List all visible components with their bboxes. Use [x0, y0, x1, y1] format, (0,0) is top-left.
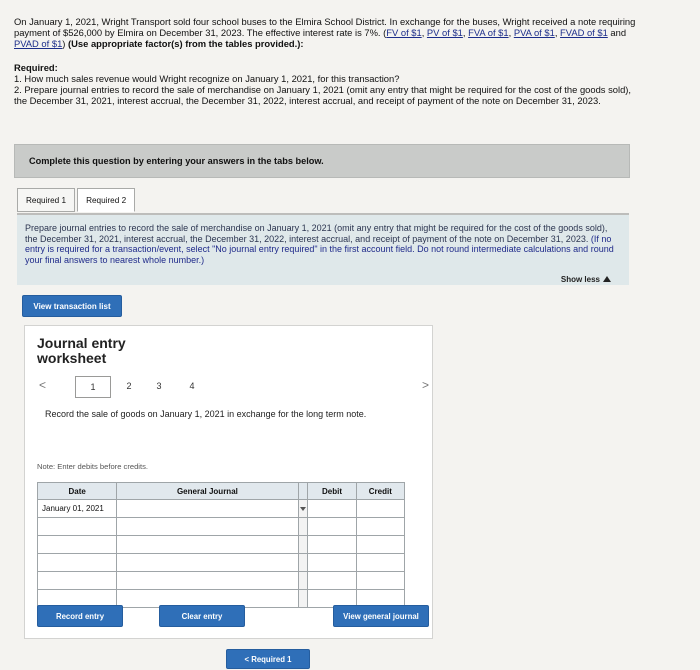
account-cell[interactable] — [117, 518, 298, 536]
next-arrow-icon[interactable]: > — [422, 378, 430, 392]
journal-table — [37, 482, 405, 608]
credit-cell[interactable] — [356, 536, 404, 554]
required-heading: Required: — [14, 61, 58, 73]
debit-cell[interactable] — [308, 554, 356, 572]
clear-entry-button[interactable]: Clear entry — [159, 605, 245, 627]
chevron-down-icon — [300, 507, 306, 511]
date-cell[interactable] — [38, 572, 117, 590]
account-dropdown[interactable] — [298, 500, 308, 518]
and-text: and — [607, 27, 627, 39]
account-dropdown[interactable] — [298, 590, 308, 608]
required-block — [14, 62, 639, 107]
account-cell[interactable] — [117, 536, 298, 554]
prompt-warning: (If no entry is required for a transaction/event, select "No journal entry required" in the first account field. Do not round intermediate calculations and round your final answers to nearest whole number.) — [25, 233, 614, 265]
link-pvad[interactable]: PVAD of $1 — [14, 38, 63, 50]
required-2-text: 2. Prepare journal entries to record the sale of merchandise on January 1, 2021 (omit any entry that might be required for the cost of the goods sold), the December 31, 2021, interest accrual, the December 31, 2022, interest accrual, and receipt of payment of the note on December 31, 2023. — [14, 84, 632, 107]
problem-intro: On January 1, 2021, Wright Transport sold four school buses to the Elmira School District. In exchange for the buses, Wright received a note requiring payment of $526,000 by Elmira on December 31, 2023. The effective interest rate is 7%. ( — [14, 16, 636, 39]
account-dropdown[interactable] — [298, 536, 308, 554]
prompt-text: Prepare journal entries to record the sale of merchandise on January 1, 2021 (omit any entry that might be required for the cost of the goods sold), the December 31, 2021, interest accrual, the December 31, 2022, interest accrual, and receipt of payment of the note on December 31, 2023. — [25, 223, 608, 244]
col-header-debit: Debit — [308, 483, 356, 500]
instruction-text: Complete this question by entering your answers in the tabs below. — [29, 156, 324, 166]
table-row — [38, 536, 405, 554]
journal-entry-worksheet — [24, 325, 433, 639]
page-2[interactable]: 2 — [126, 381, 132, 391]
credit-cell[interactable] — [356, 554, 404, 572]
close-paren: ) — [62, 38, 66, 50]
worksheet-pagination — [37, 376, 430, 396]
prompt-panel — [17, 213, 629, 285]
account-dropdown[interactable] — [298, 554, 308, 572]
link-fv[interactable]: FV of $1 — [386, 27, 422, 39]
debit-cell[interactable] — [308, 536, 356, 554]
col-header-date: Date — [38, 483, 117, 500]
tab-required-1[interactable]: Required 1 — [17, 188, 75, 212]
debits-note: Note: Enter debits before credits. — [37, 462, 149, 471]
date-cell[interactable] — [38, 554, 117, 572]
problem-statement — [14, 16, 639, 106]
view-transaction-list-button[interactable]: View transaction list — [22, 295, 122, 317]
table-row — [38, 518, 405, 536]
show-less-toggle[interactable] — [561, 275, 611, 286]
view-general-journal-button[interactable]: View general journal — [333, 605, 429, 627]
problem-text: On January 1, 2021, Wright Transport sold four school buses to the Elmira School District. In exchange for the buses, Wright received a note requiring payment of $526,000 by Elmira on December 31, 2023. The effective interest rate is 7%. (FV of $1, PV of $1, FVA of $1, PVA of $1, FVAD of $1 and PVAD of $1) (Use appropriate factor(s) from the tables provided.): — [14, 16, 636, 50]
page-1[interactable]: 1 — [75, 376, 111, 398]
table-row — [38, 554, 405, 572]
date-cell[interactable] — [38, 518, 117, 536]
account-dropdown[interactable] — [298, 518, 308, 536]
account-cell[interactable] — [117, 500, 298, 518]
account-dropdown[interactable] — [298, 572, 308, 590]
tab-required-2[interactable]: Required 2 — [77, 188, 135, 212]
link-pv[interactable]: PV of $1 — [426, 27, 463, 39]
worksheet-description: Record the sale of goods on January 1, 2021 in exchange for the long term note. — [45, 409, 367, 419]
link-fva[interactable]: FVA of $1 — [468, 27, 509, 39]
link-fvad[interactable]: FVAD of $1 — [560, 27, 608, 39]
col-header-spacer — [298, 483, 308, 500]
record-entry-button[interactable]: Record entry — [37, 605, 123, 627]
credit-cell[interactable] — [356, 518, 404, 536]
show-less-label: Show less — [560, 275, 600, 284]
table-row — [38, 572, 405, 590]
factor-emphasis: (Use appropriate factor(s) from the tables provided.): — [65, 38, 304, 50]
debit-cell[interactable] — [308, 518, 356, 536]
required-tabs — [17, 188, 135, 212]
table-row — [38, 500, 405, 518]
caret-up-icon — [603, 276, 611, 282]
debit-cell[interactable] — [308, 500, 356, 518]
instruction-bar — [14, 144, 630, 178]
link-pva[interactable]: PVA of $1 — [513, 27, 555, 39]
date-cell[interactable] — [38, 536, 117, 554]
col-header-credit: Credit — [356, 483, 404, 500]
account-cell[interactable] — [117, 572, 298, 590]
credit-cell[interactable] — [356, 572, 404, 590]
page-4[interactable]: 4 — [189, 381, 195, 391]
credit-cell[interactable] — [356, 500, 404, 518]
col-header-general-journal: General Journal — [117, 483, 298, 500]
prev-required-button[interactable]: < Required 1 — [226, 649, 310, 669]
account-cell[interactable] — [117, 554, 298, 572]
page-3[interactable]: 3 — [156, 381, 162, 391]
required-1-text: 1. How much sales revenue would Wright recognize on January 1, 2021, for this transaction? — [14, 72, 400, 84]
worksheet-title: Journal entry worksheet — [37, 335, 126, 366]
date-cell[interactable]: January 01, 2021 — [38, 500, 117, 518]
prev-arrow-icon[interactable]: < — [39, 378, 47, 392]
debit-cell[interactable] — [308, 572, 356, 590]
